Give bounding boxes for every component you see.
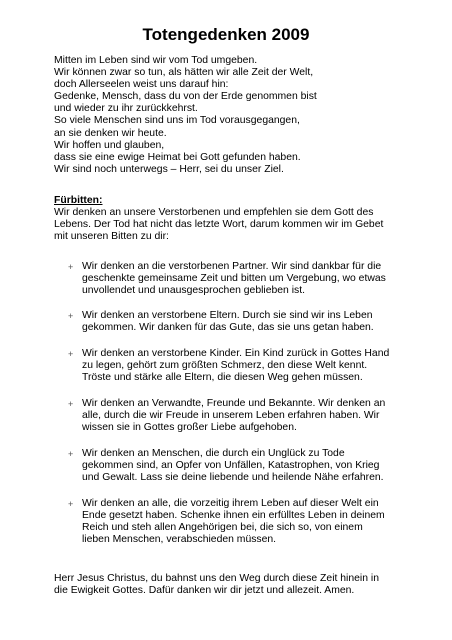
closing-line: die Ewigkeit Gottes. Dafür danken wir dir jetzt und allezeit. Amen. — [54, 585, 355, 597]
plus-icon: + — [68, 449, 74, 459]
petition-text — [82, 498, 438, 546]
petition-line: Reich und steh allen Angehörigen bei, die sich so, von einem — [82, 522, 363, 534]
petition-line: zu legen, gehört zum größten Schmerz, den diese Welt kennt. — [82, 360, 368, 372]
petition-line: lieben Menschen, verabschieden müssen. — [82, 534, 277, 546]
closing-line: Herr Jesus Christus, du bahnst uns den Weg durch diese Zeit hinein in — [54, 573, 379, 584]
plus-icon: + — [68, 399, 74, 409]
petition-text — [82, 261, 438, 297]
fuerbitten-section — [54, 195, 434, 243]
fuerbitten-intro-line: mit unseren Bitten zu dir: — [54, 231, 169, 243]
plus-icon: + — [68, 311, 74, 321]
petition-line: Wir denken an Verwandte, Freunde und Bekannte. Wir denken an — [82, 398, 386, 409]
petition-text — [82, 348, 438, 384]
intro-line: doch Allerseelen weist uns darauf hin: — [54, 79, 229, 91]
petition-line: Wir denken an verstorbene Kinder. Ein Kind zurück in Gottes Hand — [82, 348, 390, 359]
intro-line: an sie denken wir heute. — [54, 127, 167, 139]
intro-line: Wir hoffen und glauben, — [54, 139, 165, 151]
document-title: Totengedenken 2009 — [142, 25, 310, 44]
petition-line: Ende gesetzt haben. Schenke ihnen ein erfülltes Leben in deinem — [82, 510, 385, 522]
petition-line: Wir denken an die verstorbenen Partner. Wir sind dankbar für die — [82, 261, 382, 272]
intro-line: dass sie eine ewige Heimat bei Gott gefunden haben. — [54, 151, 301, 163]
plus-icon: + — [68, 262, 74, 272]
plus-icon: + — [68, 499, 74, 509]
intro-line: Gedenke, Mensch, dass du von der Erde genommen bist — [54, 91, 317, 103]
fuerbitten-intro-line: Wir denken an unsere Verstorbenen und empfehlen sie dem Gott des — [54, 207, 374, 219]
fuerbitten-intro-line: Lebens. Der Tod hat nicht das letzte Wort, darum kommen wir im Gebet — [54, 219, 384, 231]
petition-line: gekommen. Wir danken für das Gute, das sie uns getan haben. — [82, 322, 374, 334]
intro-line: Wir können zwar so tun, als hätten wir alle Zeit der Welt, — [54, 67, 314, 79]
petition-line: geschenkte gemeinsame Zeit und bitten um Vergebung, wo etwas — [82, 273, 386, 285]
petition-line: Wir denken an Menschen, die durch ein Unglück zu Tode — [82, 448, 345, 459]
intro-line: So viele Menschen sind uns im Tod vorausgegangen, — [54, 115, 300, 127]
petition-text — [82, 398, 438, 434]
closing-prayer — [54, 573, 434, 597]
petition-text — [82, 448, 438, 484]
petition-line: Wir denken an alle, die vorzeitig ihrem Leben auf dieser Welt ein — [82, 498, 379, 509]
petition-line: Tröste und stärke alle Eltern, die diesen Weg gehen müssen. — [82, 372, 363, 384]
intro-line: Mitten im Leben sind wir vom Tod umgeben. — [54, 55, 258, 66]
plus-icon: + — [68, 349, 74, 359]
petition-line: gekommen sind, an Opfer von Unfällen, Katastrophen, von Krieg — [82, 460, 380, 472]
petition-line: Wir denken an verstorbene Eltern. Durch sie sind wir ins Leben — [82, 310, 373, 321]
intro-line: und wieder zu ihr zurückkehrst. — [54, 103, 198, 115]
petition-line: wissen sie in Gottes großer Liebe aufgehoben. — [82, 422, 297, 434]
petition-line: alle, durch die wir Freude in unserem Leben erfahren haben. Wir — [82, 410, 380, 422]
intro-paragraph — [54, 55, 434, 176]
petition-text — [82, 310, 438, 334]
petition-line: unvollendet und unausgesprochen geblieben ist. — [82, 285, 305, 297]
fuerbitten-heading: Fürbitten: — [54, 195, 103, 206]
intro-line: Wir sind noch unterwegs – Herr, sei du unser Ziel. — [54, 163, 284, 175]
petition-line: und Gewalt. Lass sie deine liebende und heilende Nähe erfahren. — [82, 472, 384, 484]
